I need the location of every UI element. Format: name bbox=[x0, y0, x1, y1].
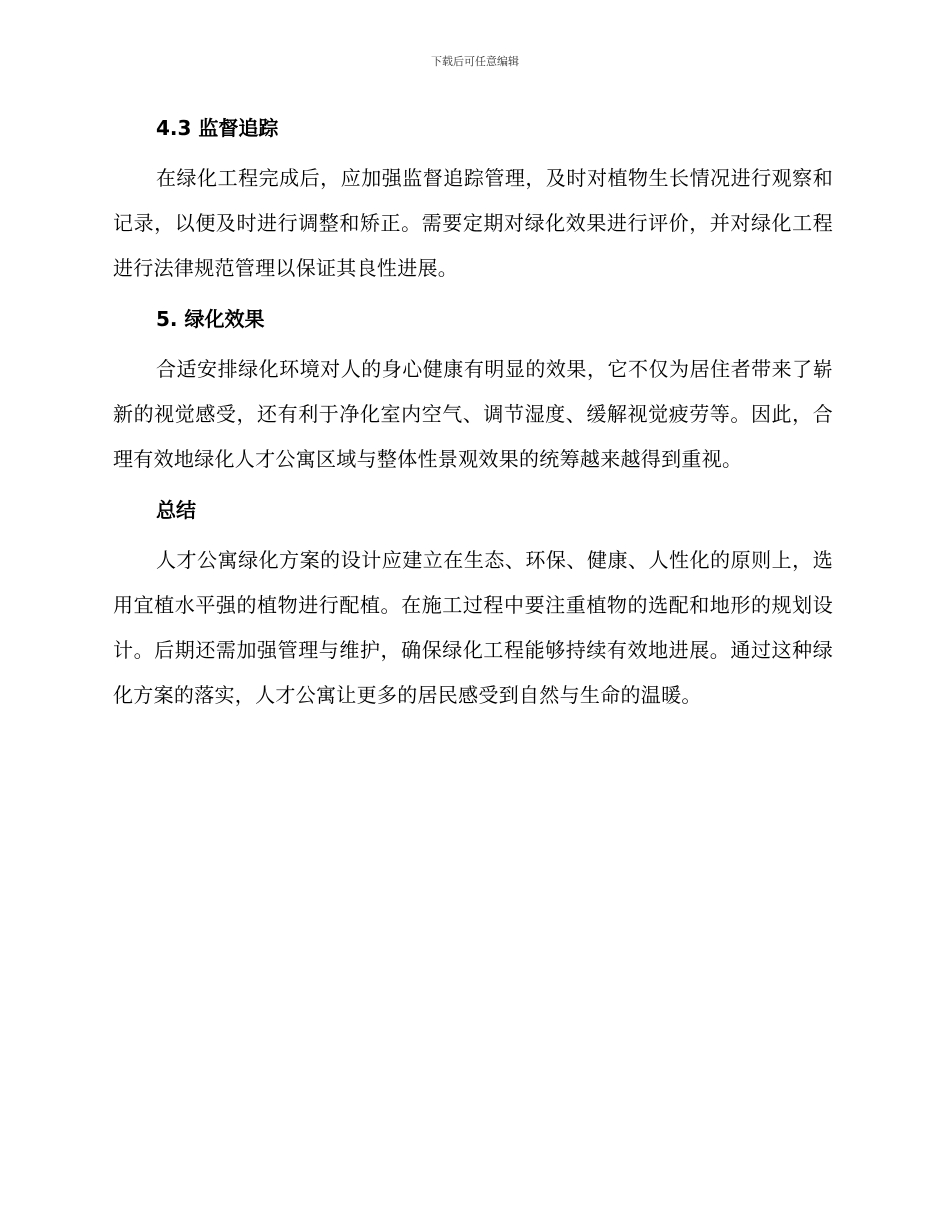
section-heading: 5. 绿化效果 bbox=[156, 307, 265, 331]
section-paragraph: 合适安排绿化环境对人的身心健康有明显的效果，它不仅为居住者带来了崭新的视觉感受，还有利于净化室内空气、调节湿度、缓解视觉疲劳等。因此，合理有效地绿化人才公寓区域与整体性景观效果的统筹越来越得到重视。 bbox=[113, 357, 833, 471]
section-supervision bbox=[113, 112, 833, 291]
section-heading: 总结 bbox=[156, 498, 196, 522]
document-body bbox=[113, 112, 833, 718]
page-header: 下载后可任意编辑 bbox=[431, 55, 519, 68]
section-paragraph: 人才公寓绿化方案的设计应建立在生态、环保、健康、人性化的原则上，选用宜植水平强的植物进行配植。在施工过程中要注重植物的选配和地形的规划设计。后期还需加强管理与维护，确保绿化工程能够持续有效地进展。通过这种绿化方案的落实，人才公寓让更多的居民感受到自然与生命的温暖。 bbox=[113, 548, 833, 707]
section-heading: 4.3 监督追踪 bbox=[156, 116, 279, 140]
section-paragraph: 在绿化工程完成后，应加强监督追踪管理，及时对植物生长情况进行观察和记录，以便及时进行调整和矫正。需要定期对绿化效果进行评价，并对绿化工程进行法律规范管理以保证其良性进展。 bbox=[113, 166, 833, 280]
section-greening-effect bbox=[113, 303, 833, 482]
section-summary bbox=[113, 494, 833, 718]
